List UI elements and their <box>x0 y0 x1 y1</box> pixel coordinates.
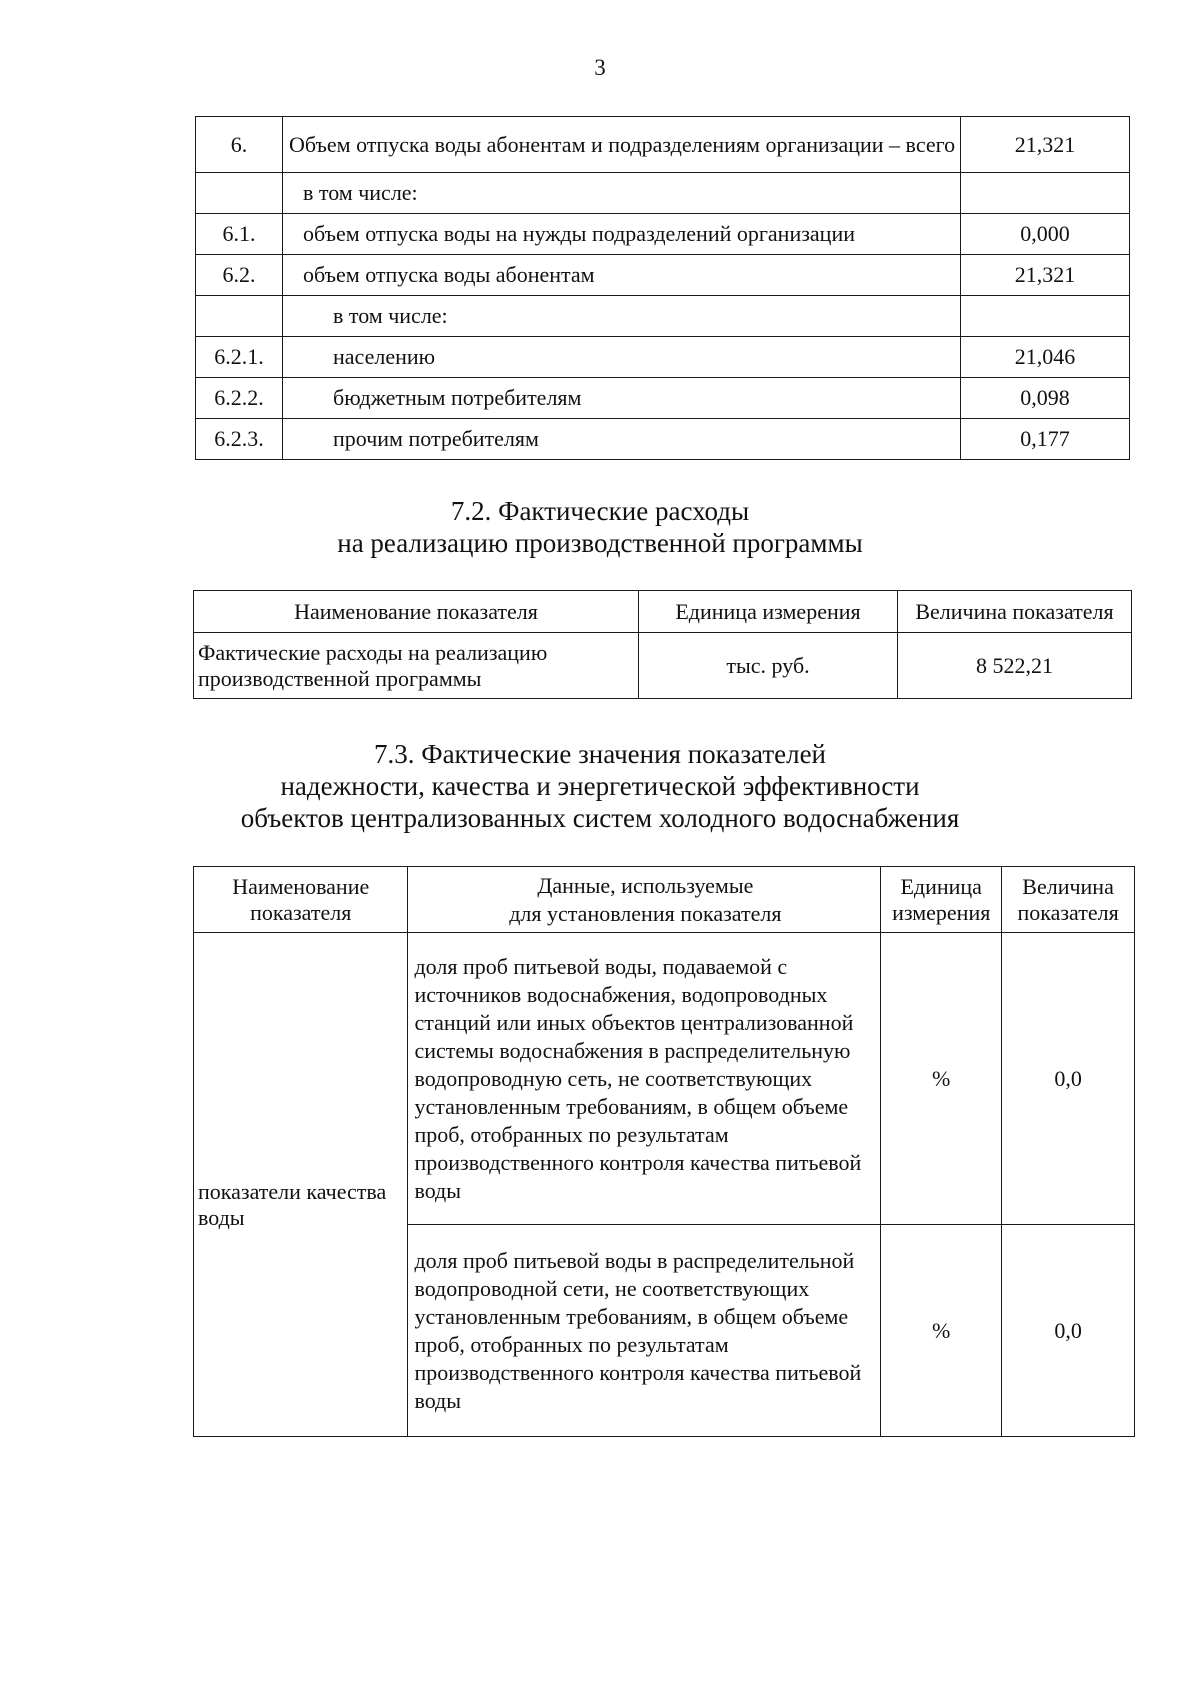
row-value: 21,321 <box>961 255 1130 296</box>
title-line: на реализацию производственной программы <box>337 528 863 558</box>
table-header-row <box>194 867 1135 933</box>
row-name: населению <box>283 337 961 378</box>
header-line: показателя <box>250 899 352 925</box>
header-line: Данные, используемые <box>537 872 754 898</box>
indicator-data-text: доля проб питьевой воды, подаваемой с источников водоснабжения, водопроводных станций или иных объектов централизованной системы водоснабжения в распределительную водопроводную сеть, не соответствующих установленным требованиям, в общем объеме проб, отобранных по результатам производственного контроля качества питьевой воды <box>414 953 862 1203</box>
title-line: 7.2. Фактические расходы <box>450 496 750 526</box>
table-header-row <box>194 591 1132 633</box>
table-row <box>194 933 1135 1225</box>
table-row <box>196 337 1130 378</box>
expenses-table <box>193 590 1132 699</box>
header-cell-name: Наименование показателя <box>194 591 639 633</box>
row-value <box>961 296 1130 337</box>
section-7-3-title <box>0 738 1200 834</box>
indicator-group-label: показатели качества воды <box>198 1178 387 1230</box>
header-cell-value <box>1002 867 1135 933</box>
table-row <box>196 173 1130 214</box>
header-line: показателя <box>1017 899 1119 925</box>
row-number: 6. <box>196 117 283 173</box>
table-row <box>196 117 1130 173</box>
table-row <box>196 378 1130 419</box>
header-cell-value: Величина показателя <box>898 591 1132 633</box>
indicator-data-text: доля проб питьевой воды в распределительной водопроводной сети, не соответствующих установленным требованиям, в общем объеме проб, отобранных по результатам производственного контроля качества питьевой воды <box>414 1247 862 1413</box>
row-number: 6.2.3. <box>196 419 283 460</box>
row-value <box>961 173 1130 214</box>
section-7-2-title <box>0 495 1200 559</box>
indicator-data <box>408 1225 881 1437</box>
indicator-group-name <box>194 933 408 1437</box>
table-row <box>196 255 1130 296</box>
header-line: Величина <box>1022 873 1114 899</box>
table-row <box>194 633 1132 699</box>
row-value: 0,000 <box>961 214 1130 255</box>
indicator-unit: % <box>881 933 1002 1225</box>
row-number: 6.2. <box>196 255 283 296</box>
table-row <box>196 419 1130 460</box>
header-line: Единица <box>900 873 982 899</box>
table-row <box>196 296 1130 337</box>
indicator-data <box>408 933 881 1225</box>
indicator-value: 0,0 <box>1002 1225 1135 1437</box>
row-name: в том числе: <box>283 173 961 214</box>
row-value: 0,098 <box>961 378 1130 419</box>
header-line: для установления показателя <box>509 900 782 926</box>
row-name: в том числе: <box>283 296 961 337</box>
expense-value: 8 522,21 <box>898 633 1132 699</box>
header-cell-name <box>194 867 408 933</box>
row-name: бюджетным потребителям <box>283 378 961 419</box>
indicator-unit: % <box>881 1225 1002 1437</box>
header-line: измерения <box>892 899 991 925</box>
title-line: надежности, качества и энергетической эффективности <box>280 771 920 801</box>
row-number <box>196 296 283 337</box>
title-line: объектов централизованных систем холодного водоснабжения <box>240 803 960 833</box>
row-name: объем отпуска воды абонентам <box>283 255 961 296</box>
header-cell-data <box>408 867 881 933</box>
row-number: 6.2.1. <box>196 337 283 378</box>
header-cell-unit: Единица измерения <box>639 591 898 633</box>
page-number: 3 <box>594 55 606 80</box>
water-release-table <box>195 116 1130 460</box>
expense-name: Фактические расходы на реализацию производственной программы <box>194 633 639 699</box>
row-value: 21,046 <box>961 337 1130 378</box>
header-line: Наименование <box>232 873 370 899</box>
indicator-value: 0,0 <box>1002 933 1135 1225</box>
row-number: 6.1. <box>196 214 283 255</box>
row-value: 21,321 <box>961 117 1130 173</box>
row-value: 0,177 <box>961 419 1130 460</box>
title-line: 7.3. Фактические значения показателей <box>373 739 827 769</box>
row-name: Объем отпуска воды абонентам и подразделениям организации – всего <box>283 117 961 173</box>
header-cell-unit <box>881 867 1002 933</box>
row-number: 6.2.2. <box>196 378 283 419</box>
quality-indicators-table <box>193 866 1135 1437</box>
row-name: объем отпуска воды на нужды подразделений организации <box>283 214 961 255</box>
row-number <box>196 173 283 214</box>
expense-unit: тыс. руб. <box>639 633 898 699</box>
row-name: прочим потребителям <box>283 419 961 460</box>
table-row <box>196 214 1130 255</box>
